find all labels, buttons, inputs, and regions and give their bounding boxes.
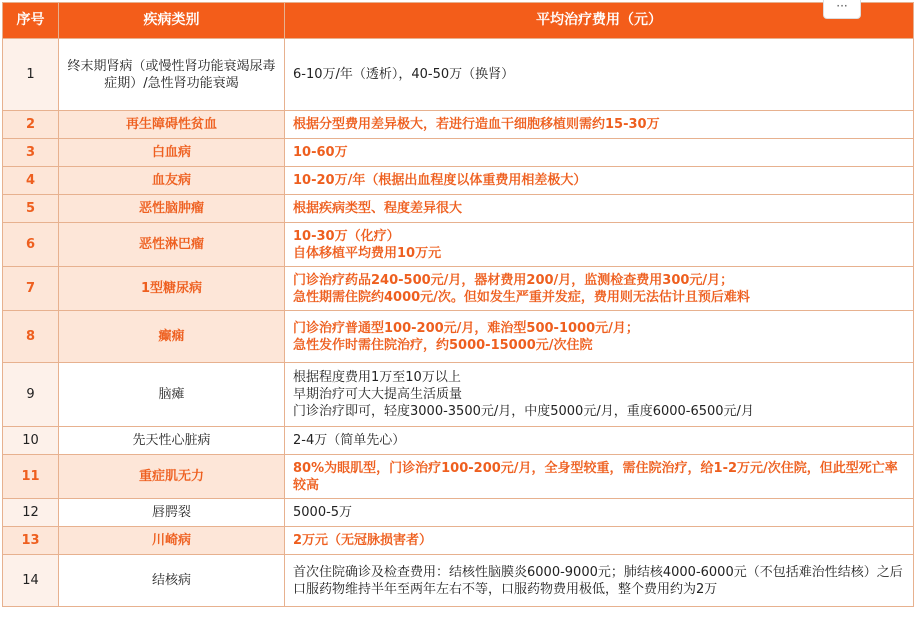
cost-line: 5000-5万 xyxy=(293,505,353,520)
table-row xyxy=(3,555,914,607)
table-row xyxy=(3,39,914,111)
cost-line: 门诊治疗即可，轻度3000-3500元/月，中度5000元/月，重度6000-6500元/月 xyxy=(293,404,754,419)
treatment-cost xyxy=(285,527,914,555)
table-row xyxy=(3,499,914,527)
treatment-cost xyxy=(285,363,914,427)
cost-line: 根据疾病类型、程度差异很大 xyxy=(293,201,463,216)
row-number: 8 xyxy=(3,311,59,363)
row-number: 13 xyxy=(3,527,59,555)
table-row xyxy=(3,139,914,167)
row-number: 11 xyxy=(3,455,59,499)
treatment-cost xyxy=(285,555,914,607)
disease-name: 1型糖尿病 xyxy=(59,267,285,311)
cost-line: 10-60万 xyxy=(293,145,348,160)
treatment-cost xyxy=(285,39,914,111)
table-row xyxy=(3,527,914,555)
row-number: 1 xyxy=(3,39,59,111)
treatment-cost xyxy=(285,111,914,139)
treatment-cost xyxy=(285,223,914,267)
disease-cost-table-container xyxy=(2,2,913,607)
row-number: 4 xyxy=(3,167,59,195)
treatment-cost xyxy=(285,139,914,167)
treatment-cost xyxy=(285,427,914,455)
row-number: 5 xyxy=(3,195,59,223)
disease-name: 川崎病 xyxy=(59,527,285,555)
disease-name: 脑瘫 xyxy=(59,363,285,427)
disease-name: 再生障碍性贫血 xyxy=(59,111,285,139)
cost-line: 10-20万/年（根据出血程度以体重费用相差极大） xyxy=(293,173,587,188)
cost-line: 6-10万/年（透析），40-50万（换肾） xyxy=(293,67,515,82)
row-number: 7 xyxy=(3,267,59,311)
cost-line: 80%为眼肌型，门诊治疗100-200元/月，全身型较重，需住院治疗，给1-2万元/次住院，但此型死亡率较高 xyxy=(293,460,898,493)
header-cost: 平均治疗费用（元） xyxy=(285,3,914,39)
disease-name: 重症肌无力 xyxy=(59,455,285,499)
cost-line: 10-30万（化疗） xyxy=(293,228,400,244)
disease-cost-table xyxy=(2,2,914,607)
disease-name: 先天性心脏病 xyxy=(59,427,285,455)
treatment-cost xyxy=(285,195,914,223)
treatment-cost xyxy=(285,167,914,195)
table-body xyxy=(3,39,914,607)
table-row xyxy=(3,427,914,455)
treatment-cost xyxy=(285,267,914,311)
header-disease: 疾病类别 xyxy=(59,3,285,39)
table-row xyxy=(3,223,914,267)
table-row xyxy=(3,167,914,195)
disease-name: 终末期肾病（或慢性肾功能衰竭尿毒症期）/急性肾功能衰竭 xyxy=(59,39,285,111)
cost-line: 门诊治疗普通型100-200元/月，难治型500-1000元/月； xyxy=(293,320,639,336)
disease-name: 结核病 xyxy=(59,555,285,607)
row-number: 3 xyxy=(3,139,59,167)
cost-line: 2万元（无冠脉损害者） xyxy=(293,533,433,548)
table-row xyxy=(3,195,914,223)
table-row xyxy=(3,311,914,363)
header-no: 序号 xyxy=(3,3,59,39)
cost-line: 根据程度费用1万至10万以上 xyxy=(293,370,461,385)
cost-line: 自体移植平均费用10万元 xyxy=(293,245,442,261)
row-number: 12 xyxy=(3,499,59,527)
disease-name: 血友病 xyxy=(59,167,285,195)
treatment-cost xyxy=(285,499,914,527)
disease-name: 恶性淋巴瘤 xyxy=(59,223,285,267)
cost-line: 2-4万（简单先心） xyxy=(293,433,406,448)
row-number: 10 xyxy=(3,427,59,455)
more-options-button[interactable]: ··· xyxy=(823,0,861,19)
row-number: 6 xyxy=(3,223,59,267)
disease-name: 唇腭裂 xyxy=(59,499,285,527)
cost-line: 急性期需住院约4000元/次。但如发生严重并发症，费用则无法估计且预后难料 xyxy=(293,289,750,305)
table-row xyxy=(3,111,914,139)
cost-line: 急性发作时需住院治疗，约5000-15000元/次住院 xyxy=(293,337,593,353)
row-number: 14 xyxy=(3,555,59,607)
table-header-row xyxy=(3,3,914,39)
table-row xyxy=(3,267,914,311)
table-row xyxy=(3,455,914,499)
cost-line: 根据分型费用差异极大，若进行造血干细胞移植则需约15-30万 xyxy=(293,117,660,132)
row-number: 2 xyxy=(3,111,59,139)
row-number: 9 xyxy=(3,363,59,427)
cost-line: 门诊治疗药品240-500元/月，器材费用200/月，监测检查费用300元/月； xyxy=(293,272,734,288)
disease-name: 白血病 xyxy=(59,139,285,167)
disease-name: 癫痫 xyxy=(59,311,285,363)
disease-name: 恶性脑肿瘤 xyxy=(59,195,285,223)
table-row xyxy=(3,363,914,427)
treatment-cost xyxy=(285,311,914,363)
cost-line: 早期治疗可大大提高生活质量 xyxy=(293,387,463,402)
cost-line: 首次住院确诊及检查费用：结核性脑膜炎6000-9000元；肺结核4000-6000元（不包括难治性结核）之后口服药物维持半年至两年左右不等，口服药物费用极低，整个费用约为2万 xyxy=(293,564,903,597)
treatment-cost xyxy=(285,455,914,499)
